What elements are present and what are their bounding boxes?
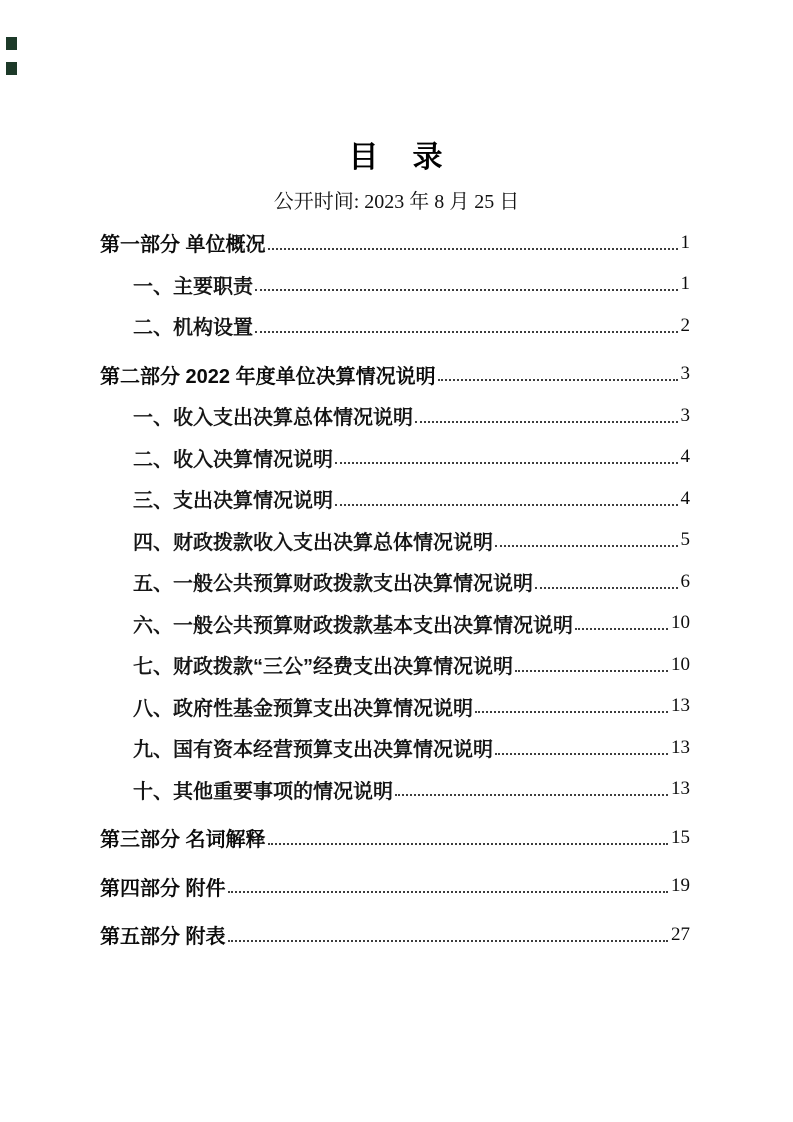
toc-entry-page: 10 xyxy=(671,612,690,634)
dot-leader xyxy=(335,504,678,506)
toc-entry-page: 5 xyxy=(680,529,690,551)
toc-entry xyxy=(100,769,690,811)
toc-entry-page: 10 xyxy=(671,653,690,675)
toc-entry-page: 13 xyxy=(671,695,690,717)
toc-entry-label: 二、机构设置 xyxy=(133,317,253,340)
scan-mark-bottom xyxy=(6,62,17,75)
toc-entry xyxy=(100,644,690,686)
dot-leader xyxy=(495,753,668,755)
toc-entry xyxy=(100,437,690,479)
dot-leader xyxy=(415,421,678,423)
dot-leader xyxy=(515,670,668,672)
toc-entry xyxy=(100,478,690,520)
toc-entry xyxy=(100,866,690,908)
toc-entry xyxy=(100,520,690,562)
toc-entry-label: 四、财政拨款收入支出决算总体情况说明 xyxy=(133,531,493,554)
toc-entry-label: 二、收入决算情况说明 xyxy=(133,448,333,471)
toc-entry xyxy=(100,603,690,645)
toc-entry xyxy=(100,561,690,603)
dot-leader xyxy=(268,843,668,845)
toc-entry-label: 六、一般公共预算财政拨款基本支出决算情况说明 xyxy=(133,614,573,637)
toc-entry-page: 1 xyxy=(680,273,690,295)
dot-leader xyxy=(438,379,678,381)
dot-leader xyxy=(228,891,668,893)
toc-entry xyxy=(100,914,690,956)
toc-entry-label: 一、主要职责 xyxy=(133,275,253,298)
publish-time: 公开时间: 2023 年 8 月 25 日 xyxy=(273,191,520,213)
page-title: 目 录 xyxy=(348,141,445,174)
toc-entry xyxy=(100,395,690,437)
toc-entry-label: 三、支出决算情况说明 xyxy=(133,490,333,513)
dot-leader xyxy=(475,711,668,713)
toc-entry xyxy=(100,305,690,347)
toc-entry xyxy=(100,222,690,264)
toc-entry-label: 第一部分 单位概况 xyxy=(100,234,266,257)
toc-entry xyxy=(100,354,690,396)
dot-leader xyxy=(535,587,678,589)
dot-leader xyxy=(395,794,668,796)
toc-entry-page: 3 xyxy=(680,404,690,426)
toc-entry-label: 第五部分 附表 xyxy=(100,926,226,949)
toc-entry-page: 27 xyxy=(671,923,690,945)
toc-entry-label: 七、财政拨款“三公”经费支出决算情况说明 xyxy=(133,656,513,679)
toc-entry xyxy=(100,264,690,306)
toc-entry-page: 1 xyxy=(680,231,690,253)
toc-entry-label: 一、收入支出决算总体情况说明 xyxy=(133,407,413,430)
toc-entry-label: 五、一般公共预算财政拨款支出决算情况说明 xyxy=(133,573,533,596)
toc-entry xyxy=(100,686,690,728)
table-of-contents xyxy=(100,222,690,956)
toc-entry-page: 15 xyxy=(671,826,690,848)
toc-entry xyxy=(100,817,690,859)
toc-entry-page: 6 xyxy=(680,570,690,592)
dot-leader xyxy=(335,462,678,464)
toc-entry-page: 2 xyxy=(680,314,690,336)
toc-entry-label: 八、政府性基金预算支出决算情况说明 xyxy=(133,697,473,720)
toc-entry xyxy=(100,727,690,769)
dot-leader xyxy=(495,545,678,547)
toc-entry-label: 九、国有资本经营预算支出决算情况说明 xyxy=(133,739,493,762)
toc-entry-page: 19 xyxy=(671,875,690,897)
toc-entry-label: 第三部分 名词解释 xyxy=(100,829,266,852)
dot-leader xyxy=(268,248,678,250)
toc-entry-page: 4 xyxy=(680,446,690,468)
toc-entry-page: 13 xyxy=(671,736,690,758)
toc-entry-page: 3 xyxy=(680,363,690,385)
toc-entry-label: 十、其他重要事项的情况说明 xyxy=(133,780,393,803)
scan-mark-top xyxy=(6,37,17,50)
dot-leader xyxy=(575,628,668,630)
dot-leader xyxy=(255,331,678,333)
toc-entry-page: 4 xyxy=(680,487,690,509)
dot-leader xyxy=(255,289,678,291)
toc-entry-label: 第四部分 附件 xyxy=(100,877,226,900)
toc-entry-label: 第二部分 2022 年度单位决算情况说明 xyxy=(100,365,436,388)
toc-entry-page: 13 xyxy=(671,778,690,800)
dot-leader xyxy=(228,940,668,942)
